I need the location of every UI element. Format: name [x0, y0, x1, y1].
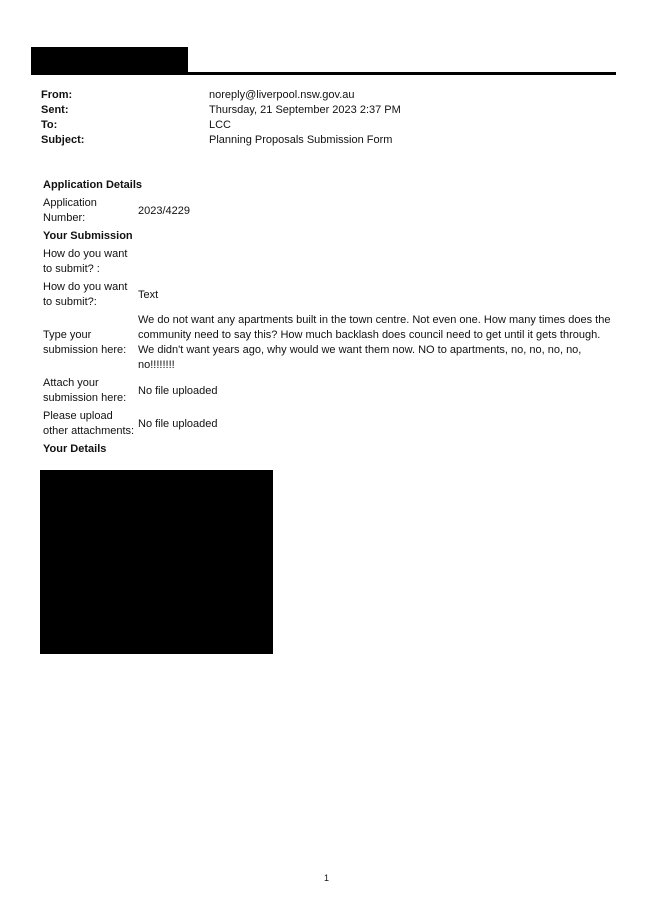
from-value: noreply@liverpool.nsw.gov.au	[209, 89, 355, 101]
application-number-label: Application Number:	[43, 197, 97, 224]
sent-value: Thursday, 21 September 2023 2:37 PM	[209, 104, 401, 116]
email-header	[41, 88, 401, 148]
other-attachments-row	[43, 409, 618, 439]
sent-label: Sent:	[41, 104, 69, 116]
section-your-submission: Your Submission	[43, 230, 133, 242]
how-submit-row-1	[43, 247, 618, 277]
redaction-bar	[31, 47, 188, 74]
attach-value: No file uploaded	[138, 384, 218, 397]
application-number-row	[43, 196, 618, 226]
subject-value: Planning Proposals Submission Form	[209, 134, 393, 146]
how-submit-label-2: How do you want to submit?:	[43, 281, 128, 308]
other-attachments-value: No file uploaded	[138, 417, 218, 430]
submission-form	[43, 178, 618, 460]
application-number-value: 2023/4229	[138, 204, 190, 217]
to-value: LCC	[209, 119, 232, 131]
subject-row	[41, 133, 401, 148]
to-row	[41, 118, 401, 133]
how-submit-row-2	[43, 280, 618, 310]
other-attachments-label: Please upload other attachments:	[43, 410, 135, 437]
type-submission-row	[43, 313, 618, 373]
from-label: From:	[41, 89, 73, 101]
redacted-details-block	[40, 470, 273, 654]
section-your-details: Your Details	[43, 443, 107, 455]
sent-row	[41, 103, 401, 118]
type-submission-value: We do not want any apartments built in the town centre. Not even one. How many times does the community need to say this? How much backlash does council need to get until it gets through. We didn't want years ago, why would we want them now. NO to apartments, no, no, no, no, no!!!!!!!!	[138, 314, 611, 371]
from-row	[41, 88, 401, 103]
how-submit-value-2: Text	[138, 288, 159, 301]
section-application-details: Application Details	[43, 179, 143, 191]
to-label: To:	[41, 119, 58, 131]
attach-row	[43, 376, 618, 406]
type-submission-label: Type your submission here:	[43, 329, 127, 356]
attach-label: Attach your submission here:	[43, 377, 127, 404]
how-submit-label-1: How do you want to submit? :	[43, 248, 128, 275]
page-number: 1	[323, 873, 329, 883]
header-rule	[31, 72, 616, 75]
subject-label: Subject:	[41, 134, 85, 146]
